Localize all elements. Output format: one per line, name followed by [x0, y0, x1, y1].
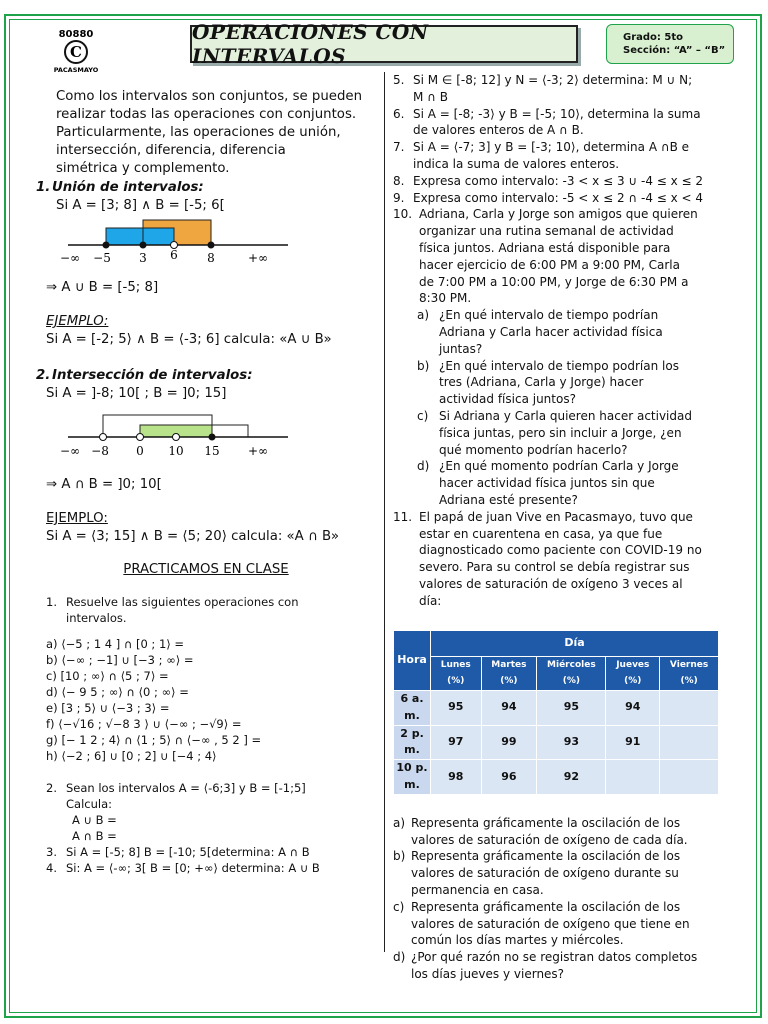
union-heading-text: Unión de intervalos:	[52, 180, 204, 195]
question-3: 3. Si A = [-5; 8] B = [-10; 5[determina: A ∩ B	[46, 844, 376, 860]
union-number-line	[58, 219, 298, 265]
list-item: a) Representa gráficamente la oscilación de los valores de saturación de oxígeno de cada día.	[393, 815, 723, 849]
list-item: h) ⟨−2 ; 6] ∪ [0 ; 2] ∪ [−4 ; 4⟩	[46, 749, 217, 763]
list-item: a) ⟨−5 ; 1 4 ] ∩ [0 ; 1⟩ =	[46, 637, 185, 651]
list-item-line: Si Adriana y Carla quieren hacer actividad	[439, 408, 692, 423]
left-column	[36, 88, 376, 876]
intersection-given: Si A = ]-8; 10[ ; B = ]0; 15]	[46, 386, 227, 401]
point-closed	[209, 434, 216, 441]
question-6-line: de valores enteros de A ∩ B.	[413, 123, 584, 138]
table-cell	[660, 691, 719, 726]
union-example-label: EJEMPLO:	[46, 314, 109, 329]
list-item-line: común los días martes y miércoles.	[411, 933, 624, 948]
tick-label: −8	[91, 444, 109, 458]
table-column-header: Lunes (%)	[431, 656, 482, 691]
question-10-subitems	[397, 307, 723, 509]
intro-line: realizar todas las operaciones con conjuntos.	[56, 107, 357, 122]
question-8: 8. Expresa como intervalo: -3 < x ≤ 3 ∪ -4 ≤ x ≤ 2	[393, 173, 723, 190]
table-cell: 92	[537, 760, 606, 795]
logo-number: 80880	[58, 29, 94, 40]
list-item-line: hacer actividad física juntos sin que	[439, 476, 655, 491]
list-item-line: juntas?	[439, 341, 483, 356]
list-item: c) [10 ; ∞⟩ ∩ ⟨5 ; 7⟩ =	[46, 669, 169, 683]
tick-label: 0	[136, 444, 144, 458]
question-11-line: diagnosticado como paciente con COVID-19 no	[419, 543, 702, 558]
question-9-line: Expresa como intervalo: -5 < x ≤ 2 ∩ -4 ≤ x < 4	[413, 190, 704, 205]
union-example: Si A = [-2; 5⟩ ∧ B = ⟨-3; 6] calcula: «A ∪ B»	[46, 332, 332, 347]
table-cell-hour: 6 a. m.	[394, 691, 431, 726]
intersection-heading-text: Intersección de intervalos:	[52, 368, 253, 383]
list-item-line: física juntas, pero sin incluir a Jorge, ¿en	[439, 425, 682, 440]
question-7: 7. Si A = ⟨-7; 3] y B = [-3; 10⟩, determina A ∩B e indica la suma de valores enteros.	[393, 139, 723, 173]
list-item-line: valores de saturación de oxígeno que tiene en	[411, 916, 690, 931]
question-2: 2. Sean los intervalos A = ⟨-6;3] y B = [-1;5] Calcula: A ∪ B = A ∩ B =	[46, 780, 376, 844]
section-label: Sección: “A” – “B”	[623, 45, 726, 56]
question-11-line: valores de saturación de oxígeno 3 veces al	[419, 576, 683, 591]
list-item-line: los días jueves y viernes?	[411, 967, 565, 982]
table-column-header: Jueves (%)	[606, 656, 660, 691]
table-cell: 95	[537, 691, 606, 726]
logo-letter: C	[70, 43, 82, 61]
list-item-line: qué momento podrían hacerlo?	[439, 442, 628, 457]
table-cell: 97	[431, 725, 482, 760]
question-2-line: Calcula:	[66, 797, 112, 811]
list-item: b) ⟨−∞ ; −1] ∪ [−3 ; ∞⟩ =	[46, 653, 194, 667]
tick-label: 6	[170, 248, 178, 262]
tick-label: −5	[93, 251, 111, 265]
question-8-line: Expresa como intervalo: -3 < x ≤ 3 ∪ -4 ≤ x ≤ 2	[413, 173, 704, 188]
list-item-line: ¿En qué intervalo de tiempo podrían los	[439, 358, 679, 373]
question-2-intersection: A ∩ B =	[72, 829, 117, 843]
list-item-line: ¿En qué momento podrían Carla y Jorge	[439, 459, 679, 474]
saturation-table	[393, 630, 719, 795]
table-row	[394, 725, 719, 760]
tick-label: −∞	[59, 251, 81, 265]
union-bar-b-left	[106, 228, 143, 245]
list-item-line: tres (Adriana, Carla y Jorge) hacer	[439, 375, 644, 390]
table-cell	[660, 725, 719, 760]
page-title-box	[190, 20, 578, 68]
page-title: OPERACIONES CON INTERVALOS	[192, 20, 429, 68]
question-11-line: severo. Para su control se debía registrar sus	[419, 560, 690, 575]
list-item-line: actividad física juntos?	[439, 392, 576, 407]
question-2-union: A ∪ B =	[72, 813, 117, 827]
list-item: c) Si Adriana y Carla quieren hacer actividad física juntas, pero sin incluir a Jorge, ¿en qué momento podrían hacerlo?	[417, 408, 692, 457]
question-7-line: indica la suma de valores enteros.	[413, 156, 620, 171]
union-result: ⇒ A ∪ B = [-5; 8]	[46, 280, 159, 295]
table-cell: 94	[481, 691, 537, 726]
question-10: 10. Adriana, Carla y Jorge son amigos que quieren organizar una rutina semanal de actividad física juntos. Adriana está disponible para hacer ejercicio de 6:00 PM a 9:00 PM, Carla de 7:00 PM a 10:00 PM, y Jorge de 6:30 PM a 8:30 PM.	[393, 206, 723, 307]
question-4-text: Si: A = ⟨-∞; 3[ B = [0; +∞⟩ determina: A ∪ B	[66, 861, 320, 875]
point-closed	[140, 242, 147, 249]
list-item: b) ¿En qué intervalo de tiempo podrían los tres (Adriana, Carla y Jorge) hacer actividad física juntos?	[417, 358, 679, 407]
table-cell: 95	[431, 691, 482, 726]
question-5-line: M ∩ B	[413, 89, 448, 104]
question-11-line: día:	[419, 593, 442, 608]
table-cell	[660, 760, 719, 795]
table-cell: 93	[537, 725, 606, 760]
intersection-result: ⇒ A ∩ B = ]0; 10[	[46, 477, 162, 492]
question-2-line: Sean los intervalos A = ⟨-6;3] y B = [-1;5]	[66, 781, 306, 795]
grade-label: Grado: 5to	[623, 32, 684, 43]
question-11: 11. El papá de juan Vive en Pacasmayo, tuvo que estar en cuarentena en casa, ya que fue diagnosticado como paciente con COVID-19 no severo. Para su control se debía registrar sus valores de saturación de oxígeno 3 veces al día:	[393, 509, 723, 610]
intro-line: intersección, diferencia, diferencia	[56, 143, 286, 158]
table-header-hour: Hora	[394, 630, 431, 691]
table-column-header: Miércoles (%)	[537, 656, 606, 691]
union-heading: 1. Unión de intervalos:	[36, 180, 204, 195]
question-4: 4. Si: A = ⟨-∞; 3[ B = [0; +∞⟩ determina: A ∪ B	[46, 860, 376, 876]
point-open	[100, 434, 107, 441]
list-item-line: valores de saturación de oxígeno de cada día.	[411, 832, 688, 847]
intersection-example: Si A = ⟨3; 15] ∧ B = ⟨5; 20⟩ calcula: «A ∩ B»	[46, 529, 339, 544]
tick-label: 15	[204, 444, 220, 458]
question-5-line: Si M ∈ [-8; 12] y N = ⟨-3; 2⟩ determina: M ∪ N;	[413, 73, 693, 87]
table-cell: 99	[481, 725, 537, 760]
list-item-line: Representa gráficamente la oscilación de los	[411, 849, 681, 864]
question-3-text: Si A = [-5; 8] B = [-10; 5[determina: A ∩ B	[66, 845, 310, 859]
table-cell: 91	[606, 725, 660, 760]
list-item: d) ¿En qué momento podrían Carla y Jorge hacer actividad física juntos sin que Adriana esté presente?	[417, 459, 679, 507]
question-10-line: organizar una rutina semanal de actividad	[419, 224, 674, 239]
question-11-line: El papá de juan Vive en Pacasmayo, tuvo que	[419, 509, 693, 524]
question-1-line: intervalos.	[66, 611, 127, 625]
table-column-header: Martes (%)	[481, 656, 537, 691]
column-divider	[384, 72, 385, 952]
list-item-line: ¿En qué intervalo de tiempo podrían	[439, 308, 659, 323]
practice-title: PRACTICAMOS EN CLASE	[123, 562, 289, 577]
tick-label: +∞	[247, 444, 269, 458]
list-item: d) ⟨− 9 5 ; ∞⟩ ∩ ⟨0 ; ∞⟩ =	[46, 685, 189, 699]
intersection-heading: 2. Intersección de intervalos:	[36, 368, 253, 383]
logo-place: PACASMAYO	[53, 66, 99, 74]
table-cell-hour: 2 p. m.	[394, 725, 431, 760]
intro-line: simétrica y complemento.	[56, 161, 230, 176]
table-cell: 98	[431, 760, 482, 795]
tick-label: −∞	[59, 444, 81, 458]
union-given: Si A = [3; 8] ∧ B = [-5; 6[	[56, 198, 225, 213]
question-11-subitems	[393, 815, 723, 983]
list-item-line: Representa gráficamente la oscilación de los	[411, 815, 681, 830]
intro-line: Particularmente, las operaciones de unión,	[56, 125, 341, 140]
question-6-line: Si A = [-8; -3⟩ y B = [-5; 10⟩, determina la suma	[413, 106, 701, 121]
table-row	[394, 760, 719, 795]
table-cell	[606, 760, 660, 795]
question-1-items	[46, 636, 376, 764]
question-6: 6. Si A = [-8; -3⟩ y B = [-5; 10⟩, determina la suma de valores enteros de A ∩ B.	[393, 106, 723, 140]
tick-label: 3	[139, 251, 147, 265]
intersection-example-label: EJEMPLO:	[46, 511, 108, 526]
grade-section-box	[606, 24, 734, 64]
list-item: c) Representa gráficamente la oscilación de los valores de saturación de oxígeno que tiene en común los días martes y miércoles.	[393, 899, 723, 949]
point-closed	[208, 242, 215, 249]
question-11-line: estar en cuarentena en casa, ya que fue	[419, 526, 663, 541]
question-10-line: Adriana, Carla y Jorge son amigos que quieren	[419, 207, 698, 222]
intro-paragraph	[56, 88, 376, 178]
table-cell-hour: 10 p. m.	[394, 760, 431, 795]
tick-label: 10	[168, 444, 184, 458]
list-item-line: permanencia en casa.	[411, 883, 544, 898]
table-column-header: Viernes (%)	[660, 656, 719, 691]
union-bar-b-right	[143, 228, 174, 245]
point-open	[173, 434, 180, 441]
list-item-line: Adriana esté presente?	[439, 492, 578, 507]
list-item-line: Representa gráficamente la oscilación de los	[411, 899, 681, 914]
list-item: g) [− 1 2 ; 4⟩ ∩ ⟨1 ; 5⟩ ∩ ⟨−∞ , 5 2 ] =	[46, 733, 262, 747]
table-row	[394, 691, 719, 726]
point-closed	[103, 242, 110, 249]
question-10-line: de 7:00 PM a 10:00 PM, y Jorge de 6:30 PM a	[419, 274, 689, 289]
right-column	[393, 72, 723, 983]
list-item: b) Representa gráficamente la oscilación de los valores de saturación de oxígeno durante su permanencia en casa.	[393, 848, 723, 898]
list-item: f) ⟨−√16 ; √−8 3 ⟩ ∪ ⟨−∞ ; −√9⟩ =	[46, 717, 242, 731]
intersection-number-line	[58, 413, 298, 463]
question-7-line: Si A = ⟨-7; 3] y B = [-3; 10⟩, determina A ∩B e	[413, 140, 690, 155]
question-9: 9. Expresa como intervalo: -5 < x ≤ 2 ∩ -4 ≤ x < 4	[393, 190, 723, 207]
question-10-line: física juntos. Adriana está disponible para	[419, 240, 671, 255]
question-1-line: Resuelve las siguientes operaciones con	[66, 595, 299, 609]
table-cell: 94	[606, 691, 660, 726]
intro-line: Como los intervalos son conjuntos, se pueden	[56, 89, 363, 104]
list-item-line: ¿Por qué razón no se registran datos completos	[411, 950, 698, 965]
list-item: e) [3 ; 5⟩ ∪ ⟨−3 ; 3⟩ =	[46, 701, 170, 715]
question-5: 5. Si M ∈ [-8; 12] y N = ⟨-3; 2⟩ determina: M ∪ N; M ∩ B	[393, 72, 723, 106]
tick-label: +∞	[247, 251, 269, 265]
list-item-line: valores de saturación de oxígeno durante su	[411, 866, 679, 881]
question-10-line: hacer ejercicio de 6:00 PM a 9:00 PM, Carla	[419, 257, 680, 272]
question-1: 1. Resuelve las siguientes operaciones con intervalos.	[46, 594, 376, 626]
list-item: a) ¿En qué intervalo de tiempo podrían Adriana y Carla hacer actividad física juntas?	[417, 308, 663, 356]
tick-label: 8	[207, 251, 215, 265]
point-open	[137, 434, 144, 441]
list-item: d) ¿Por qué razón no se registran datos completos los días jueves y viernes?	[393, 949, 723, 983]
table-cell: 96	[481, 760, 537, 795]
list-item-line: Adriana y Carla hacer actividad física	[439, 324, 663, 339]
school-logo	[44, 26, 108, 76]
question-10-line: 8:30 PM.	[419, 291, 472, 306]
table-header-day: Día	[431, 630, 719, 656]
